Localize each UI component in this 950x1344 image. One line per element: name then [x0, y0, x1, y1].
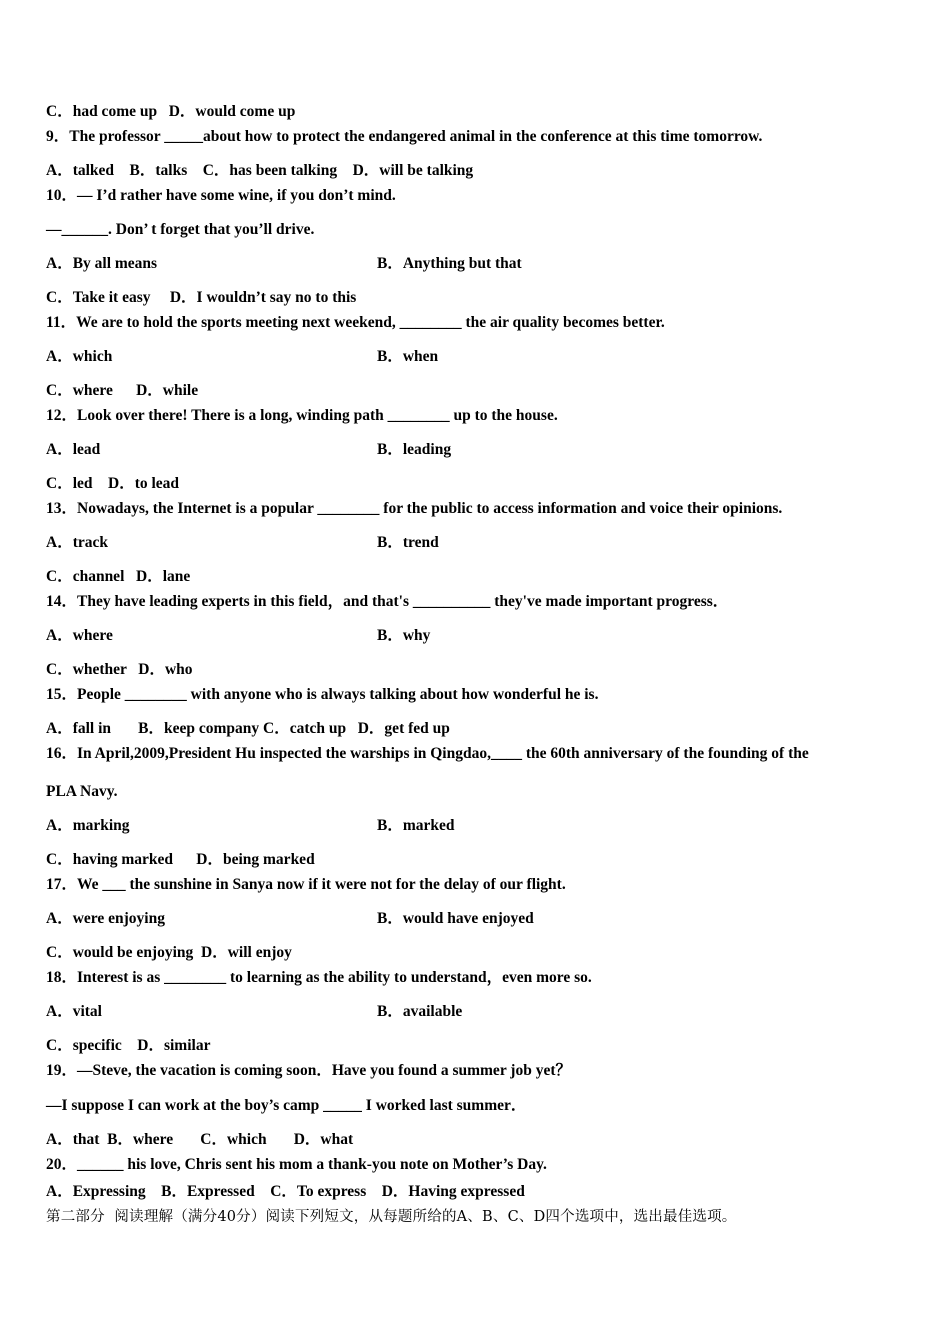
- q18-stem: 18．Interest is as ________ to learning as the ability to understand，even more so.: [46, 969, 592, 986]
- q10-option-b: B．Anything but that: [377, 255, 522, 272]
- q18-option-a: A．vital: [46, 1003, 102, 1020]
- q9-options: A．talked B．talks C．has been talking D．will be talking: [46, 162, 474, 179]
- q11-stem: 11．We are to hold the sports meeting next weekend, ________ the air quality becomes better.: [46, 314, 665, 331]
- q17-option-b: B．would have enjoyed: [377, 910, 534, 927]
- q14-options-cd: C．whether D．who: [46, 661, 193, 678]
- q20-options: A．Expressing B．Expressed C．To express D．Having expressed: [46, 1183, 525, 1200]
- q18-options-cd: C．specific D．similar: [46, 1037, 211, 1054]
- q12-options-cd: C．led D．to lead: [46, 475, 180, 492]
- q15-stem: 15．People ________ with anyone who is always talking about how wonderful he is.: [46, 686, 599, 703]
- q13-option-a: A．track: [46, 534, 108, 551]
- q9-stem: 9．The professor _____about how to protect the endangered animal in the conference at this time tomorrow.: [46, 128, 763, 145]
- q19-response: —I suppose I can work at the boy’s camp _____ I worked last summer．: [46, 1097, 527, 1114]
- q11-options-cd: C．where D．while: [46, 382, 199, 399]
- q10-stem: 10．— I’d rather have some wine, if you don’t mind.: [46, 187, 396, 204]
- q16-options-cd: C．having marked D．being marked: [46, 851, 315, 868]
- q15-options: A．fall in B．keep company C．catch up D．get fed up: [46, 720, 450, 737]
- q18-option-b: B．available: [377, 1003, 463, 1020]
- q16-stem: 16．In April,2009,President Hu inspected the warships in Qingdao,____ the 60th anniversary of the founding of the: [46, 745, 809, 762]
- q12-option-b: B．leading: [377, 441, 452, 458]
- q14-stem: 14．They have leading experts in this field，and that's __________ they've made important progress．: [46, 593, 729, 610]
- q11-option-b: B．when: [377, 348, 439, 365]
- q20-stem: 20．______ his love, Chris sent his mom a thank-you note on Mother’s Day.: [46, 1156, 547, 1173]
- q16-stem-cont: PLA Navy.: [46, 783, 118, 800]
- q12-option-a: A．lead: [46, 441, 101, 458]
- q10-response: —______. Don’ t forget that you’ll drive.: [46, 221, 315, 238]
- q19-options: A．that B．where C．which D．what: [46, 1131, 354, 1148]
- q17-option-a: A．were enjoying: [46, 910, 165, 927]
- q13-stem: 13．Nowadays, the Internet is a popular ________ for the public to access information and voice their opinions.: [46, 500, 783, 517]
- q17-stem: 17．We ___ the sunshine in Sanya now if it were not for the delay of our flight.: [46, 876, 566, 893]
- section-heading: 第二部分 阅读理解（满分40分）阅读下列短文，从每题所给的A、B、C、D四个选项中，选出最佳选项。: [46, 1209, 737, 1225]
- q10-option-a: A．By all means: [46, 255, 158, 272]
- q8-options-cd: C．had come up D．would come up: [46, 103, 296, 120]
- q12-stem: 12．Look over there! There is a long, winding path ________ up to the house.: [46, 407, 558, 424]
- q19-stem: 19．—Steve, the vacation is coming soon．Have you found a summer job yet？: [46, 1062, 571, 1079]
- q13-option-b: B．trend: [377, 534, 439, 551]
- q16-option-a: A．marking: [46, 817, 130, 834]
- q14-option-a: A．where: [46, 627, 113, 644]
- q14-option-b: B．why: [377, 627, 431, 644]
- q17-options-cd: C．would be enjoying D．will enjoy: [46, 944, 292, 961]
- q10-options-cd: C．Take it easy D．I wouldn’t say no to this: [46, 289, 357, 306]
- q16-option-b: B．marked: [377, 817, 455, 834]
- q13-options-cd: C．channel D．lane: [46, 568, 191, 585]
- q11-option-a: A．which: [46, 348, 113, 365]
